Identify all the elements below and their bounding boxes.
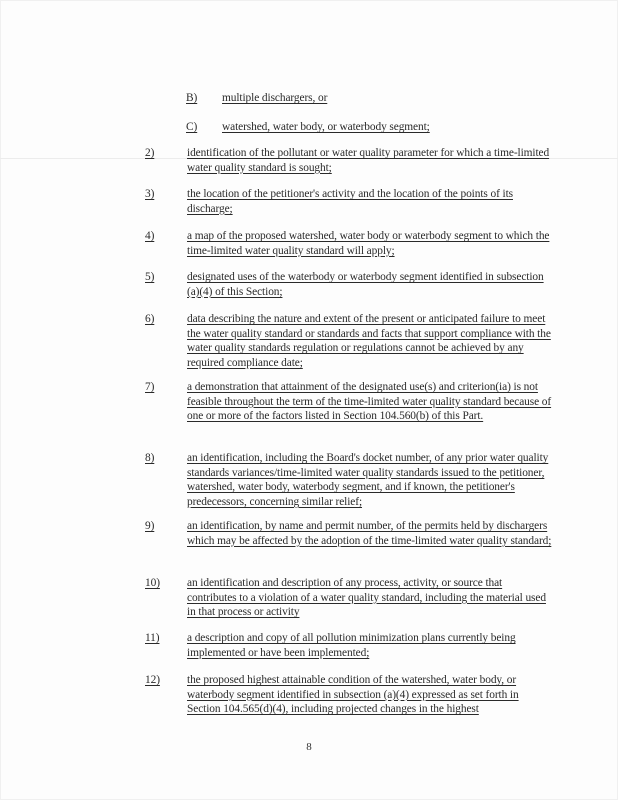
- page-number: 8: [306, 741, 312, 753]
- list-item-10: [145, 576, 565, 624]
- list-item-text: an identification, including the Board's docket number, of any prior water quality standards variances/time-limited water quality standards issued to the petitioner, watershed, water body, waterbody segment, and if known, the petitioner's predecessors, concerning similar relief;: [187, 452, 549, 508]
- list-item-number: 10): [145, 577, 160, 589]
- list-item-9: [145, 519, 565, 567]
- list-item-text: an identification, by name and permit number, of the permits held by dischargers which may be affected by the adoption of the time-limited water quality standard;: [187, 520, 552, 547]
- list-item-text: identification of the pollutant or water quality parameter for which a time-limited water quality standard is sought;: [187, 147, 550, 174]
- list-item-text: the proposed highest attainable condition of the watershed, water body, or waterbody segment identified in subsection (a)(4) expressed as set forth in Section 104.565(d)(4), including projected changes in the highest: [187, 674, 519, 716]
- list-item-number: 11): [145, 632, 160, 644]
- list-item-number: 5): [145, 271, 155, 283]
- list-item-number: 12): [145, 674, 160, 686]
- list-item-7: [145, 380, 565, 442]
- list-item-number: 8): [145, 452, 155, 464]
- list-item-number: 3): [145, 188, 155, 200]
- list-item-number: 4): [145, 230, 155, 242]
- list-item-11: [145, 631, 565, 663]
- list-item-text: an identification and description of any process, activity, or source that contributes to a violation of a water quality standard, including the material used in that process or activity: [187, 577, 546, 619]
- list-item-5: [145, 270, 565, 302]
- list-item-8: [145, 451, 565, 513]
- list-item-number: 2): [145, 147, 155, 159]
- list-item-sub-c: [186, 120, 586, 136]
- list-item-text: multiple dischargers, or: [222, 92, 328, 104]
- list-item-text: data describing the nature and extent of the present or anticipated failure to meet the water quality standard or standards and facts that support compliance with the water quality standards regulation or regulations cannot be achieved by any required compliance date;: [187, 313, 551, 369]
- list-item-text: a map of the proposed watershed, water body or waterbody segment to which the time-limited water quality standard will apply;: [187, 230, 550, 257]
- list-item-text: a demonstration that attainment of the designated use(s) and criterion(ia) is not feasible throughout the term of the time-limited water quality standard because of one or more of the factors listed in Section 104.560(b) of this Part.: [187, 381, 552, 423]
- list-item-6: [145, 312, 565, 374]
- list-item-3: [145, 187, 565, 219]
- list-item-text: designated uses of the waterbody or waterbody segment identified in subsection (a)(4) of this Section;: [187, 271, 544, 298]
- list-item-sub-b: [186, 91, 586, 107]
- list-item-text: watershed, water body, or waterbody segment;: [222, 121, 430, 133]
- list-item-number: C): [186, 121, 198, 133]
- list-item-2: [145, 146, 565, 178]
- list-item-number: B): [186, 92, 198, 104]
- list-item-number: 7): [145, 381, 155, 393]
- list-item-number: 9): [145, 520, 155, 532]
- list-item-text: a description and copy of all pollution minimization plans currently being implemented or have been implemented;: [187, 632, 516, 659]
- list-item-4: [145, 229, 565, 261]
- list-item-text: the location of the petitioner's activity and the location of the points of its discharge;: [187, 188, 513, 215]
- list-item-12: [145, 673, 565, 721]
- list-item-number: 6): [145, 313, 155, 325]
